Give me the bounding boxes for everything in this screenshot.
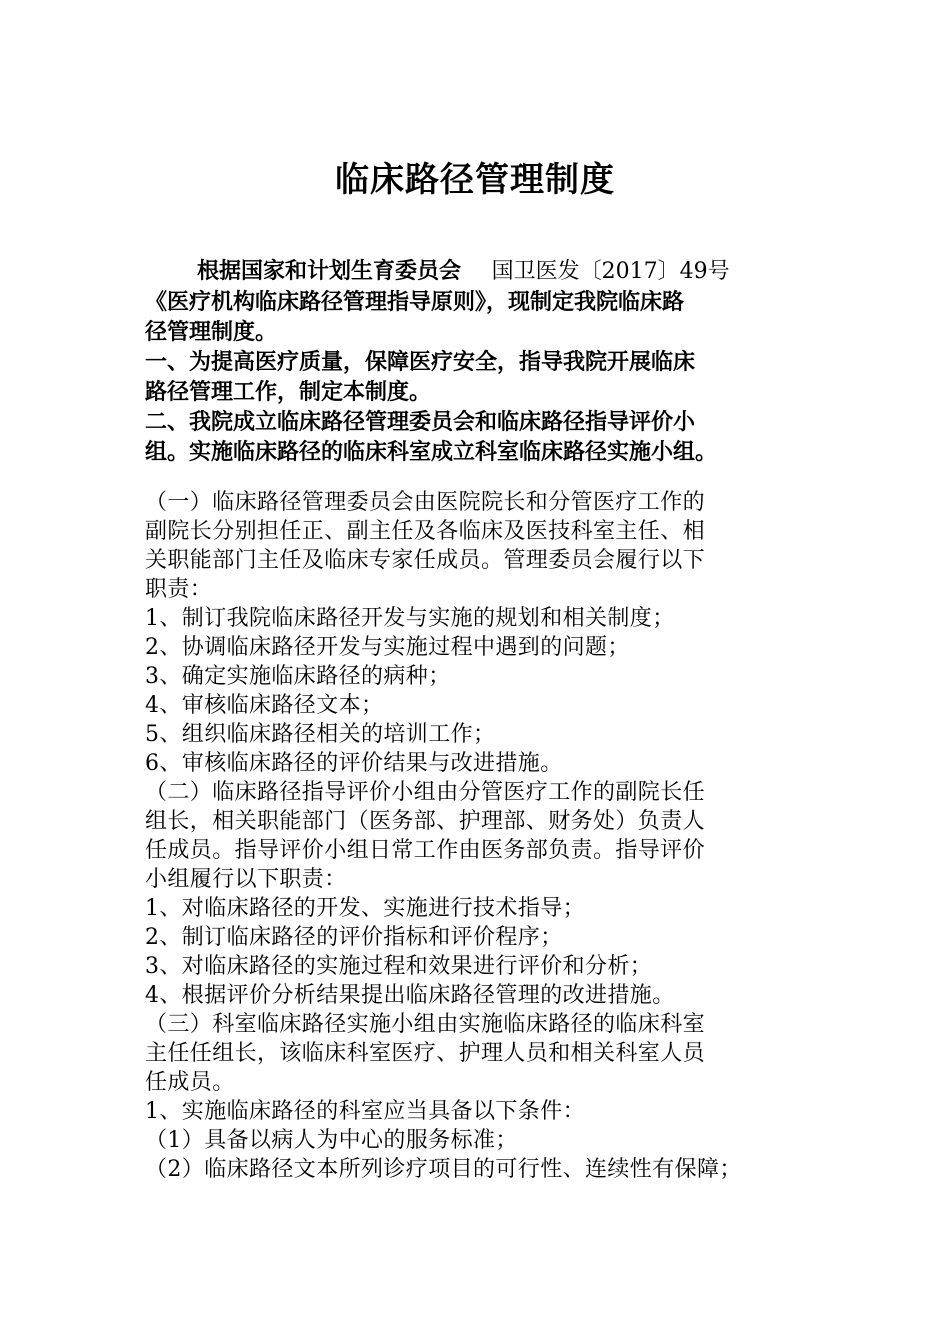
intro-line-2: 《医疗机构临床路径管理指导原则》，现制定我院临床路 [145, 289, 685, 315]
intro-line-1-doc-number: 国卫医发〔2017〕49号 [491, 259, 730, 284]
intro-section [145, 256, 795, 467]
body-line: 3、确定实施临床路径的病种； [145, 664, 451, 689]
body-line: 2、协调临床路径开发与实施过程中遇到的问题； [145, 635, 630, 660]
intro-line-7: 组。实施临床路径的临床科室成立科室临床路径实施小组。 [145, 439, 718, 465]
intro-line-1 [145, 256, 795, 287]
body-line: 任成员。 [145, 1070, 235, 1095]
body-line: 5、组织临床路径相关的培训工作； [145, 722, 496, 747]
intro-line-4: 一、为提高医疗质量，保障医疗安全，指导我院开展临床 [145, 349, 696, 375]
intro-line-5: 路径管理工作，制定本制度。 [145, 379, 432, 405]
body-line: 副院长分别担任正、副主任及各临床及医技科室主任、相 [145, 519, 706, 544]
body-line: 任成员。指导评价小组日常工作由医务部负责。指导评价 [145, 838, 706, 863]
body-line: （三）科室临床路径实施小组由实施临床路径的临床科室 [145, 1012, 706, 1037]
body-line: 4、审核临床路径文本； [145, 693, 384, 718]
body-line: 组长，相关职能部门（医务部、护理部、财务处）负责人 [145, 809, 706, 834]
body-line: 职责： [145, 577, 213, 602]
body-line: 1、实施临床路径的科室应当具备以下条件： [145, 1099, 585, 1124]
body-line: （一）临床路径管理委员会由医院院长和分管医疗工作的 [145, 490, 706, 515]
intro-line-1-bold: 根据国家和计划生育委员会 [197, 258, 462, 284]
body-line: 2、制订临床路径的评价指标和评价程序； [145, 925, 563, 950]
body-line: 关职能部门主任及临床专家任成员。管理委员会履行以下 [145, 548, 706, 573]
body-line: （1）具备以病人为中心的服务标准； [145, 1128, 518, 1153]
body-line: 3、对临床路径的实施过程和效果进行评价和分析； [145, 954, 653, 979]
body-section [145, 488, 795, 1184]
body-line: 小组履行以下职责： [145, 867, 347, 892]
body-line: （2）临床路径文本所列诊疗项目的可行性、连续性有保障； [145, 1157, 742, 1182]
body-line: （二）临床路径指导评价小组由分管医疗工作的副院长任 [145, 780, 706, 805]
body-line: 4、根据评价分析结果提出临床路径管理的改进措施。 [145, 983, 675, 1008]
page-title: 临床路径管理制度 [335, 160, 615, 200]
intro-line-6: 二、我院成立临床路径管理委员会和临床路径指导评价小 [145, 409, 696, 435]
body-line: 1、制订我院临床路径开发与实施的规划和相关制度； [145, 606, 675, 631]
body-line: 主任任组长，该临床科室医疗、护理人员和相关科室人员 [145, 1041, 706, 1066]
body-line: 6、审核临床路径的评价结果与改进措施。 [145, 751, 563, 776]
body-line: 1、对临床路径的开发、实施进行技术指导； [145, 896, 585, 921]
intro-line-3: 径管理制度。 [145, 319, 278, 345]
